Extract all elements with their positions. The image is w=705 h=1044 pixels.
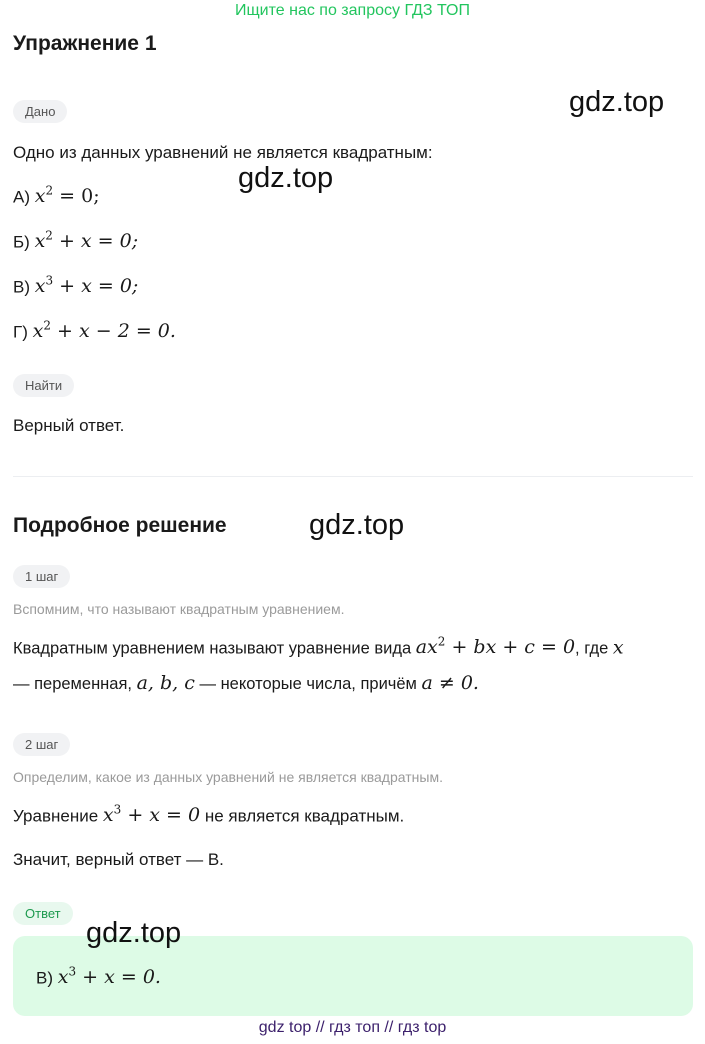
step2-hint: Определим, какое из данных уравнений не является квадратным. (13, 769, 443, 785)
watermark: gdz.top (309, 509, 405, 541)
answer-equation: $x^3 + x = 0$. (57, 965, 161, 989)
footer-links[interactable]: gdz top // гдз топ // гдз top (258, 1019, 447, 1036)
find-pill (13, 374, 74, 397)
given-pill (13, 100, 67, 123)
divider (13, 476, 693, 477)
answer-pill (13, 902, 73, 925)
step1-pill (13, 565, 70, 588)
step2-line1: Уравнение $x^3 + x = 0$ не является квадратным. (13, 803, 405, 827)
option-d (13, 319, 176, 342)
option-equation: $x^2 + x - 2 = 0$. (32, 319, 176, 343)
option-a (13, 184, 100, 207)
top-banner[interactable]: Ищите нас по запросу ГДЗ ТОП (235, 2, 470, 19)
find-text: Верный ответ. (13, 416, 125, 435)
option-b (13, 229, 138, 252)
find-label: Найти (13, 374, 74, 397)
step1-label: 1 шаг (13, 565, 70, 588)
quadratic-form: $ax^2$ + bx + c = 0 (415, 635, 576, 659)
step1-hint: Вспомним, что называют квадратным уравнением. (13, 601, 345, 617)
step1-line1: Квадратным уравнением называют уравнение вида $ax^2$ + bx + c = 0, где x (13, 635, 624, 659)
answer-label: Ответ (13, 902, 73, 925)
option-letter: В) (13, 277, 30, 297)
option-equation: $x^2 = 0$; (34, 184, 100, 208)
step2-pill (13, 733, 70, 756)
watermark: gdz.top (569, 86, 665, 118)
solution-title: Подробное решение (13, 514, 227, 537)
step2-line2: Значит, верный ответ — В. (13, 850, 224, 869)
option-letter: Г) (13, 322, 28, 342)
option-equation: $x^3 + x = 0$; (34, 274, 139, 298)
watermark: gdz.top (86, 917, 182, 949)
step1-line2: — переменная, a, b, c — некоторые числа, причём a ≠ 0. (13, 672, 479, 694)
option-equation: $x^2 + x = 0$; (34, 229, 139, 253)
given-label: Дано (13, 100, 67, 123)
watermark: gdz.top (238, 162, 334, 194)
option-letter: А) (13, 187, 30, 207)
exercise-title: Упражнение 1 (13, 32, 157, 55)
step2-label: 2 шаг (13, 733, 70, 756)
given-intro: Одно из данных уравнений не является квадратным: (13, 143, 433, 162)
equation: $x^3 + x = 0$ (102, 803, 201, 827)
option-c (13, 274, 138, 297)
answer-text: В) $x^3 + x = 0$. (36, 965, 161, 989)
option-letter: Б) (13, 232, 30, 252)
